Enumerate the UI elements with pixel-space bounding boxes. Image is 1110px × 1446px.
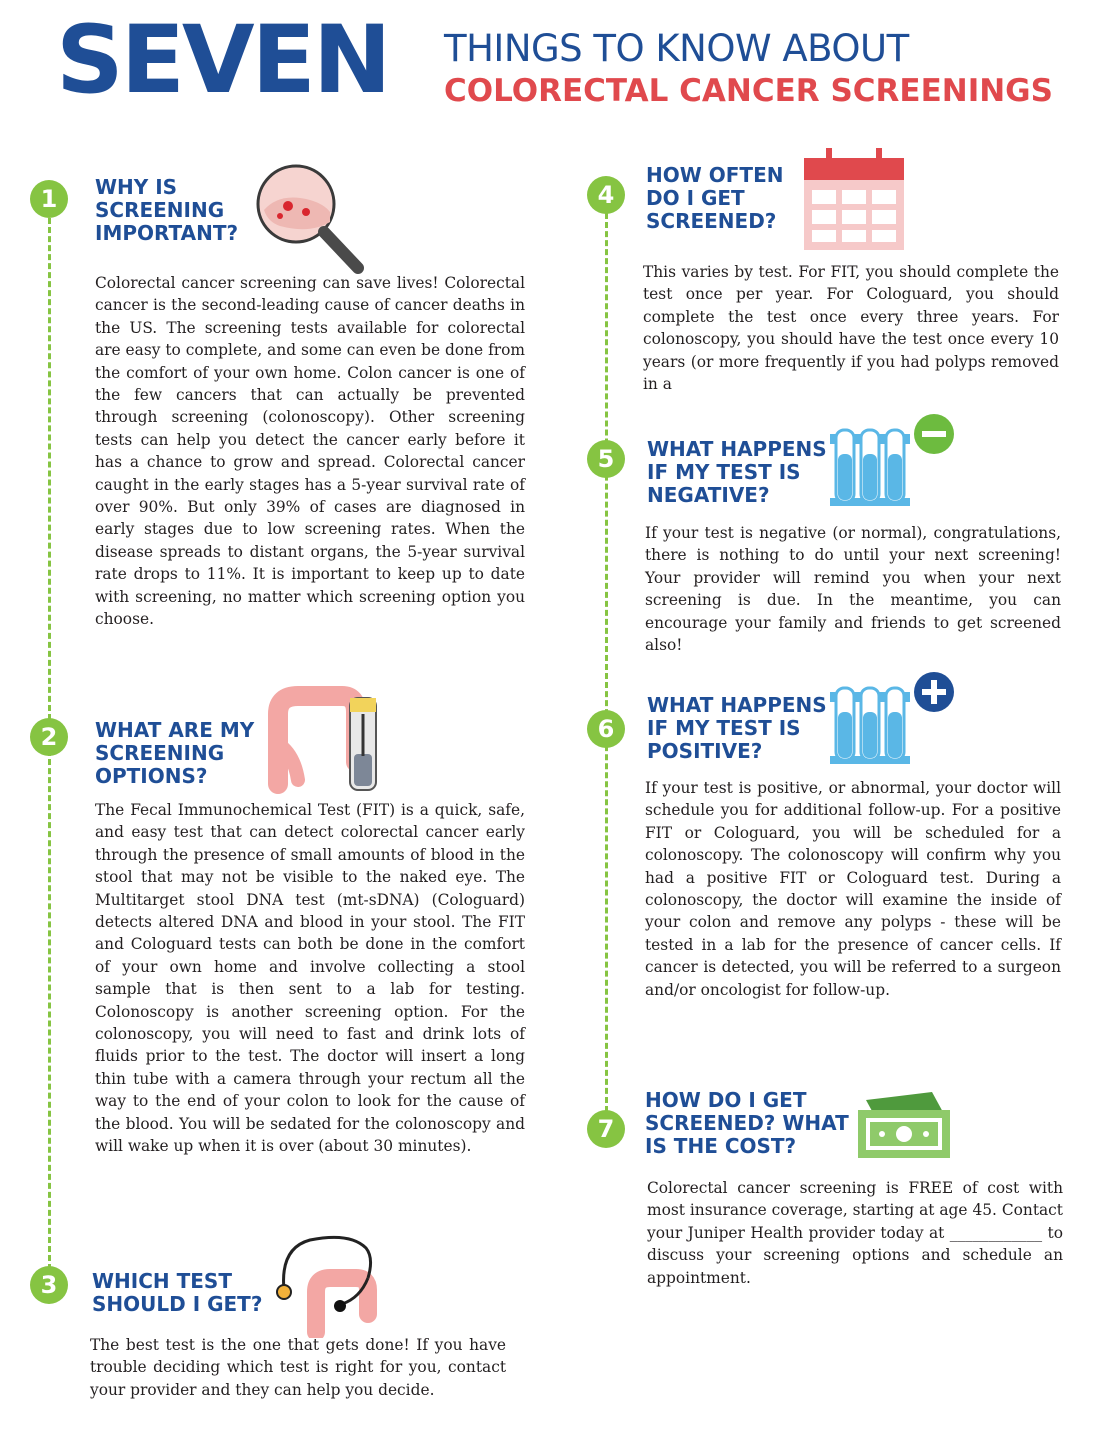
section-6-body: If your test is positive, or abnormal, your doctor will schedule you for additional follow-up. For a positive FIT or Cologuard, you will be scheduled for a colonoscopy. The colonoscopy will confirm why you had a positive FIT or Cologuard test. During a colonoscopy, the doctor will examine the inside of your colon and remove any polyps - these will be tested in a lab for the presence of cancer cells. If cancer is detected, you will be referred to a surgeon and/or oncologist for follow-up.	[645, 779, 1061, 999]
money-icon	[852, 1090, 956, 1162]
test-tubes-plus-icon	[826, 668, 958, 768]
step-number-4: 4	[587, 176, 625, 214]
step-number-1: 1	[30, 180, 68, 218]
section-7-title: HOW DO I GET SCREENED? WHAT IS THE COST?	[645, 1088, 849, 1158]
section-1-title: WHY IS SCREENING IMPORTANT?	[95, 175, 239, 245]
step-number-2: 2	[30, 718, 68, 756]
calendar-icon	[800, 146, 910, 254]
section-4-title: HOW OFTEN DO I GET SCREENED?	[646, 163, 784, 233]
section-7-body: Colorectal cancer screening is FREE of cost with most insurance coverage, starting at age 45. Contact your Juniper Health provider today at ____________ to discuss your screening options and schedule an appointment.	[647, 1179, 1063, 1287]
section-2-title: WHAT ARE MY SCREENING OPTIONS?	[95, 718, 255, 788]
section-4-body: This varies by test. For FIT, you should complete the test once per year. For Cologuard, you should complete the test once every three years. For colonoscopy, you should have the test once every 10 years (or more frequently if you had polyps removed in a	[643, 263, 1059, 394]
step-number-5: 5	[587, 440, 625, 478]
subtitle-line2: COLORECTAL CANCER SCREENINGS	[444, 73, 1053, 109]
seven-title: SEVEN	[56, 6, 389, 115]
section-6-title: WHAT HAPPENS IF MY TEST IS POSITIVE?	[647, 693, 827, 763]
section-1-body: Colorectal cancer screening can save lives! Colorectal cancer is the second-leading cause of cancer deaths in the US. The screening tests available for colorectal are easy to complete, and some can even be done from the comfort of your own home. Colon cancer is one of the few cancers that can actually be prevented through screening (colonoscopy). Other screening tests can help you detect the cancer early before it has a chance to grow and spread. Colorectal cancer caught in the early stages has a 5-year survival rate of over 90%. But only 39% of cases are diagnosed in early stages due to low screening rates. When the disease spreads to distant organs, the 5-year survival rate drops to 11%. It is important to keep up to date with screening, no matter which screening option you choose.	[95, 274, 525, 629]
section-5-body: If your test is negative (or normal), congratulations, there is nothing to do until your next screening! Your provider will remind you when your next screening is due. In the meantime, you can encourage your family and friends to get screened also!	[645, 524, 1061, 655]
section-3-body: The best test is the one that gets done! If you have trouble deciding which test is right for you, contact your provider and they can help you decide.	[90, 1336, 506, 1399]
section-5-title: WHAT HAPPENS IF MY TEST IS NEGATIVE?	[647, 437, 827, 507]
step-number-7: 7	[587, 1110, 625, 1148]
step-number-3: 3	[30, 1266, 68, 1304]
test-tubes-minus-icon	[826, 410, 958, 510]
section-2-body: The Fecal Immunochemical Test (FIT) is a quick, safe, and easy test that can detect colorectal cancer early through the presence of small amounts of blood in the stool that may not be visible to the naked eye. The Multitarget stool DNA test (mt-sDNA) (Cologuard) detects altered DNA and blood in your stool. The FIT and Cologuard tests can both be done in the comfort of your own home and involve collecting a stool sample that is then sent to a lab for testing. Colonoscopy is another screening option. For the colonoscopy, you will need to fast and drink lots of fluids prior to the test. The doctor will insert a long thin tube with a camera through your rectum all the way to the end of your colon to look for the cause of the blood. You will be sedated for the colonoscopy and will wake up when it is over (about 30 minutes).	[95, 801, 525, 1156]
section-3-title: WHICH TEST SHOULD I GET?	[92, 1269, 263, 1316]
right-timeline	[605, 195, 608, 1130]
step-number-6: 6	[587, 710, 625, 748]
magnifier-icon	[250, 160, 370, 280]
colon-and-test-tube-icon	[258, 684, 383, 794]
subtitle-line1: THINGS TO KNOW ABOUT	[444, 27, 909, 70]
colonoscope-icon	[270, 1228, 380, 1338]
